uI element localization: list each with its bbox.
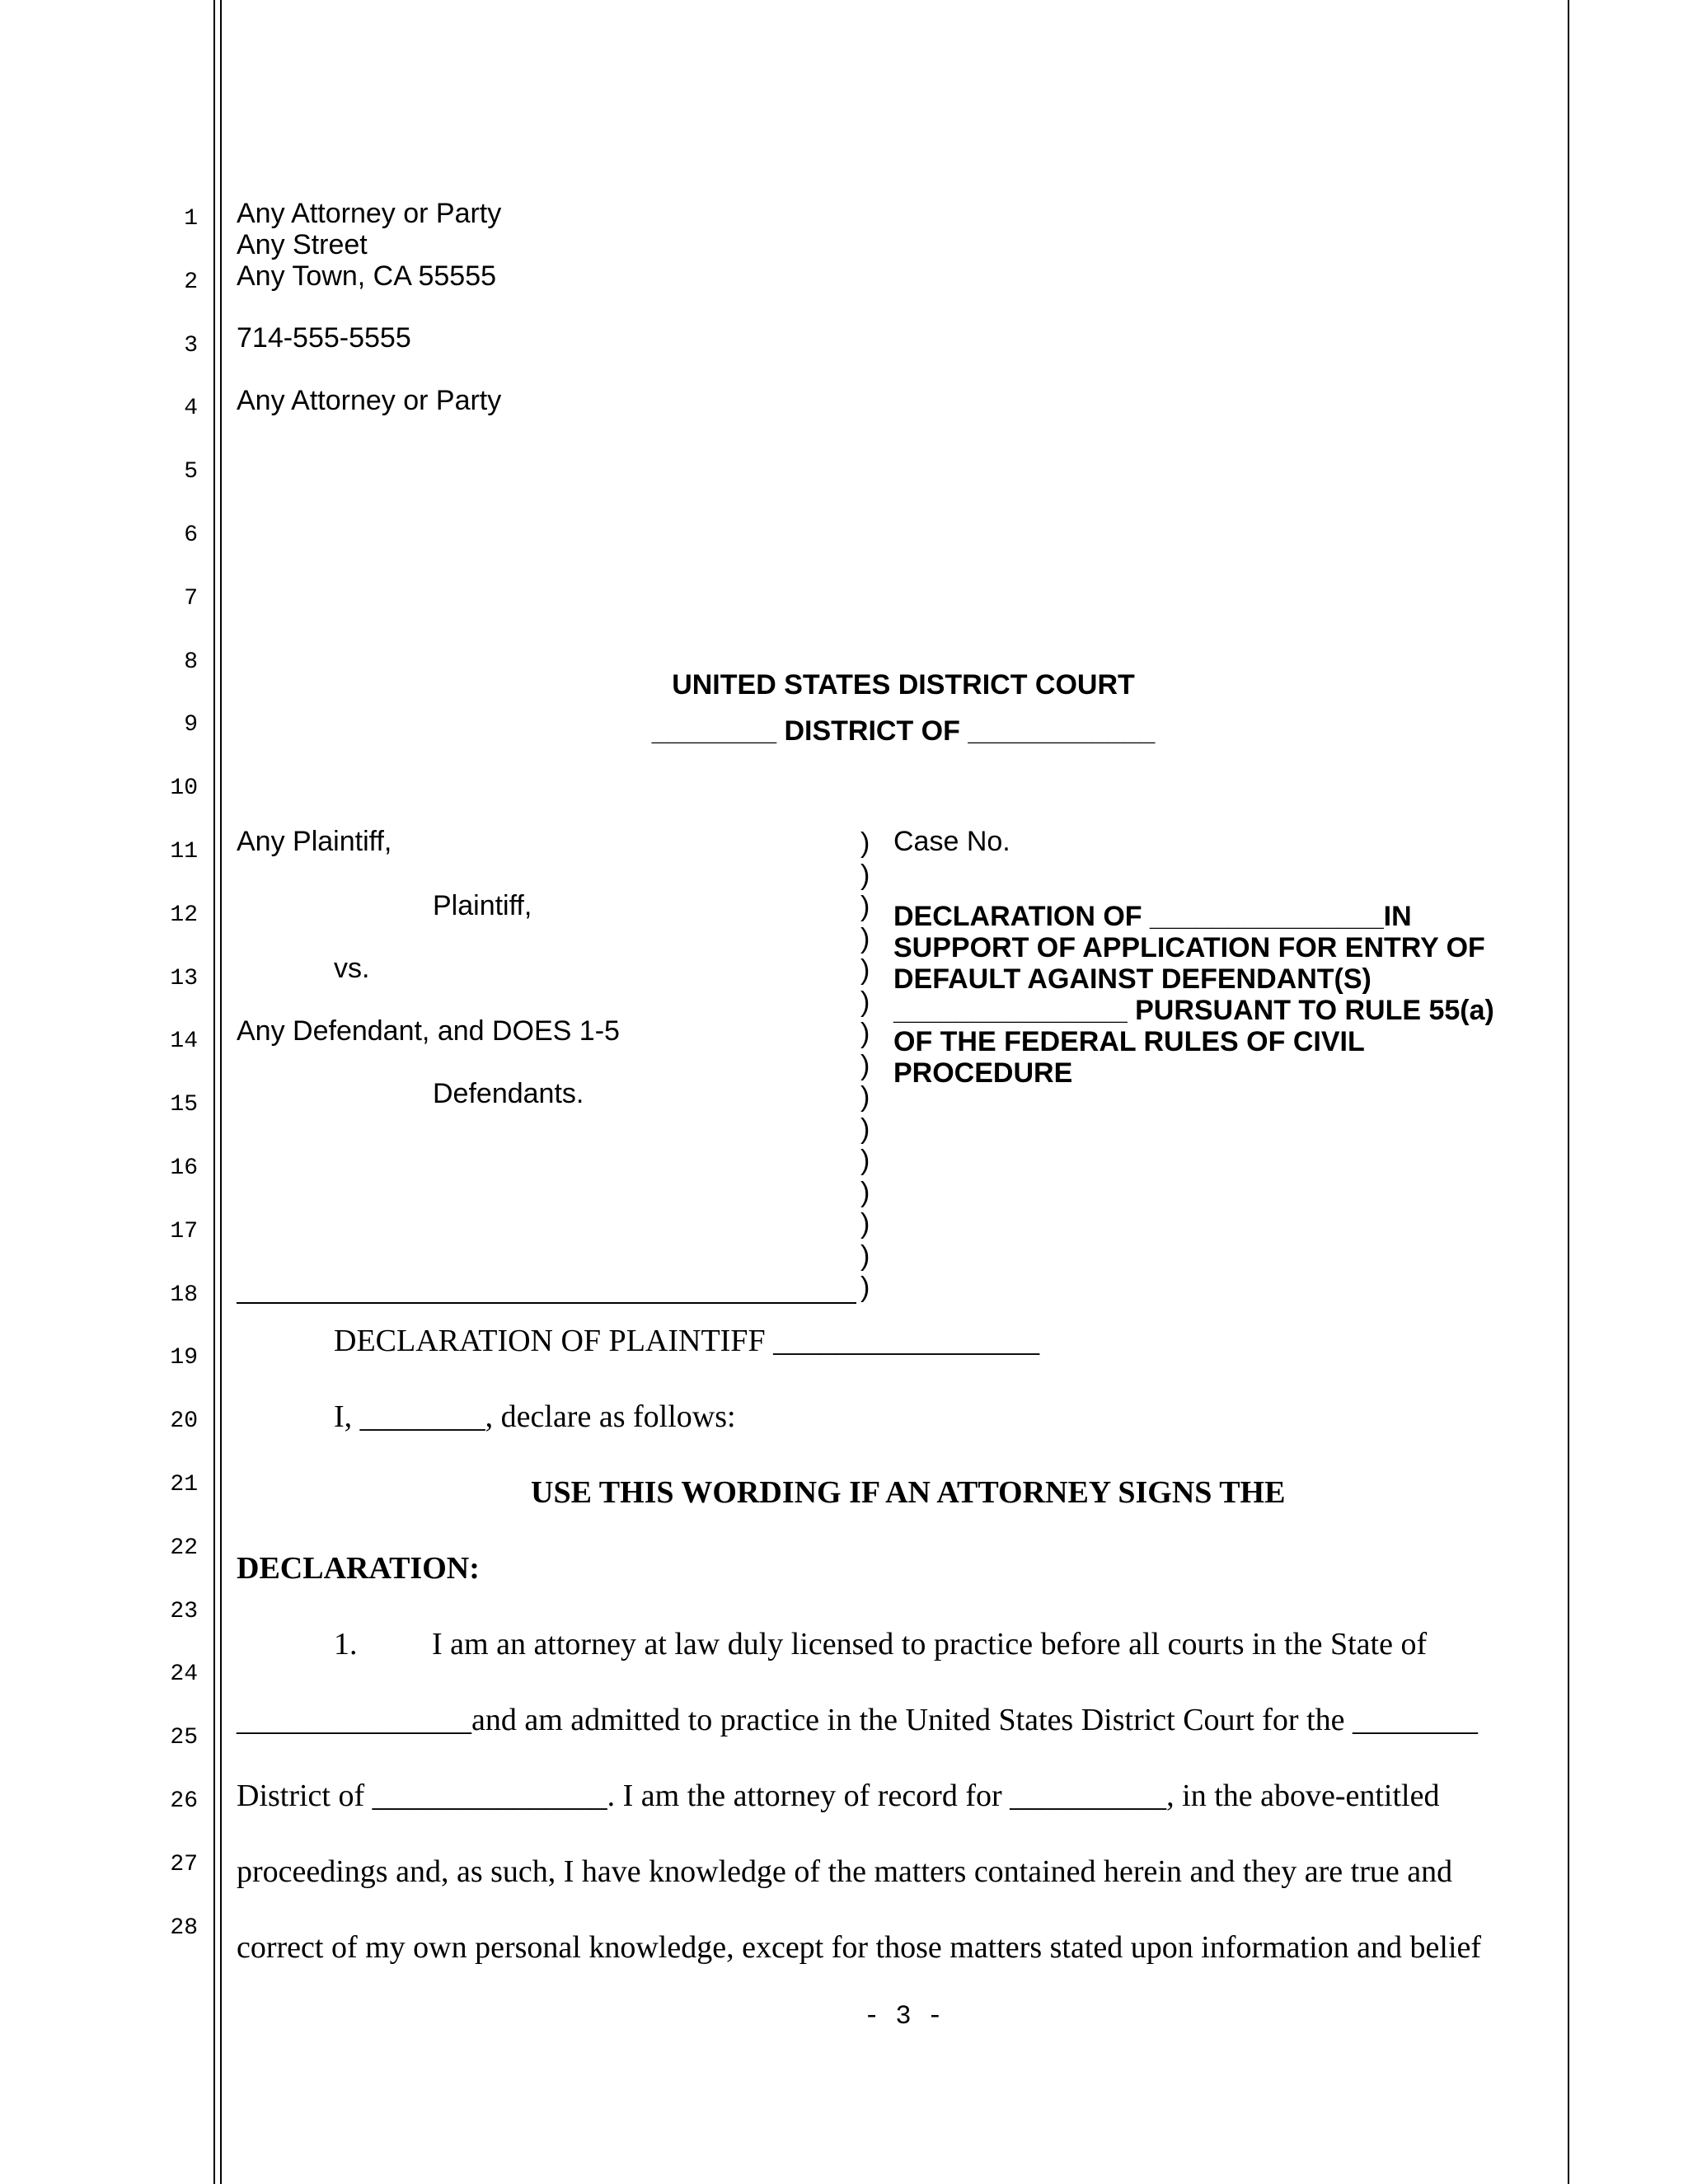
document-title-line: OF THE FEDERAL RULES OF CIVIL bbox=[893, 1026, 1365, 1057]
caption-paren: ) bbox=[860, 891, 870, 922]
line-number: 7 bbox=[184, 585, 198, 612]
document-title-line: DEFAULT AGAINST DEFENDANT(S) bbox=[893, 963, 1372, 995]
line-number: 28 bbox=[170, 1915, 198, 1941]
paragraph-line: District of _______________. I am the attorney of record for __________, in the above-entitled bbox=[237, 1779, 1440, 1813]
caption-plaintiff-role: Plaintiff, bbox=[433, 890, 532, 921]
paragraph-line: proceedings and, as such, I have knowledge of the matters contained herein and they are true and bbox=[237, 1854, 1453, 1889]
caption-paren: ) bbox=[860, 954, 870, 986]
caption-defendant-name: Any Defendant, and DOES 1-5 bbox=[237, 1015, 620, 1047]
paragraph-line: I am an attorney at law duly licensed to practice before all courts in the State of bbox=[432, 1627, 1428, 1661]
attorney-street: Any Street bbox=[237, 229, 368, 260]
line-number: 4 bbox=[184, 396, 198, 422]
caption-plaintiff-name: Any Plaintiff, bbox=[237, 826, 392, 857]
attorney-block bbox=[237, 198, 501, 292]
caption-paren: ) bbox=[860, 859, 870, 891]
caption-paren: ) bbox=[860, 1113, 870, 1145]
caption-paren: ) bbox=[860, 986, 870, 1018]
line-number: 25 bbox=[170, 1725, 198, 1751]
attorney-name: Any Attorney or Party bbox=[237, 198, 502, 229]
line-number: 10 bbox=[170, 776, 198, 802]
document-title-line: SUPPORT OF APPLICATION FOR ENTRY OF bbox=[893, 932, 1485, 963]
attorney-city: Any Town, CA 55555 bbox=[237, 260, 497, 292]
line-number: 19 bbox=[170, 1345, 198, 1371]
caption-vs: vs. bbox=[334, 953, 370, 984]
instruction-line-1: USE THIS WORDING IF AN ATTORNEY SIGNS THE bbox=[531, 1475, 1286, 1510]
line-number: 14 bbox=[170, 1029, 198, 1055]
line-number: 15 bbox=[170, 1092, 198, 1118]
left-margin-rule-outer bbox=[213, 0, 215, 2184]
line-number: 6 bbox=[184, 523, 198, 548]
case-number-label: Case No. bbox=[893, 826, 1010, 857]
line-number: 24 bbox=[170, 1661, 198, 1688]
line-number: 23 bbox=[170, 1598, 198, 1624]
caption-paren: ) bbox=[860, 1240, 870, 1272]
paragraph-number: 1. bbox=[334, 1627, 358, 1661]
attorney-phone: 714-555-5555 bbox=[237, 322, 411, 354]
line-number: 2 bbox=[184, 269, 198, 295]
document-title-line: PROCEDURE bbox=[893, 1057, 1073, 1089]
line-number: 20 bbox=[170, 1408, 198, 1435]
line-number: 9 bbox=[184, 712, 198, 738]
declaration-intro: I, ________, declare as follows: bbox=[334, 1399, 736, 1434]
line-number: 8 bbox=[184, 649, 198, 675]
court-title: UNITED STATES DISTRICT COURT bbox=[672, 669, 1135, 701]
court-district-line: ________ DISTRICT OF ____________ bbox=[651, 715, 1156, 747]
document-title-line: _______________ PURSUANT TO RULE 55(a) bbox=[893, 995, 1494, 1026]
line-number: 17 bbox=[170, 1218, 198, 1244]
left-margin-rule-inner bbox=[220, 0, 222, 2184]
caption-paren: ) bbox=[860, 1049, 870, 1081]
line-number: 18 bbox=[170, 1282, 198, 1308]
line-number: 5 bbox=[184, 459, 198, 485]
line-number: 1 bbox=[184, 206, 198, 232]
paragraph-line: _______________and am admitted to practice in the United States District Court for the ________ bbox=[237, 1703, 1478, 1737]
right-margin-rule bbox=[1568, 0, 1569, 2184]
line-number: 3 bbox=[184, 332, 198, 359]
attorney-for: Any Attorney or Party bbox=[237, 385, 502, 416]
instruction-line-2: DECLARATION: bbox=[237, 1551, 480, 1586]
line-number: 12 bbox=[170, 902, 198, 928]
caption-paren: ) bbox=[860, 1018, 870, 1049]
page-number: - 3 - bbox=[863, 2001, 943, 2032]
line-number: 26 bbox=[170, 1788, 198, 1814]
caption-bottom-rule bbox=[237, 1302, 856, 1304]
caption-paren: ) bbox=[860, 1208, 870, 1240]
line-number: 13 bbox=[170, 965, 198, 991]
line-number: 22 bbox=[170, 1535, 198, 1561]
caption-paren: ) bbox=[860, 1081, 870, 1113]
line-number: 21 bbox=[170, 1472, 198, 1497]
caption-paren: ) bbox=[860, 1145, 870, 1176]
paragraph-line: correct of my own personal knowledge, except for those matters stated upon information and belief bbox=[237, 1930, 1482, 1965]
declaration-heading: DECLARATION OF PLAINTIFF _________________ bbox=[334, 1324, 1040, 1358]
caption-paren: ) bbox=[860, 827, 870, 859]
line-number: 27 bbox=[170, 1851, 198, 1877]
document-title bbox=[893, 901, 1494, 1089]
document-title-line: DECLARATION OF _______________IN bbox=[893, 901, 1412, 932]
line-number: 11 bbox=[170, 839, 198, 865]
line-number: 16 bbox=[170, 1155, 198, 1181]
caption-paren: ) bbox=[860, 922, 870, 954]
caption-paren: ) bbox=[860, 1176, 870, 1208]
caption-paren: ) bbox=[860, 1272, 870, 1303]
caption-defendant-role: Defendants. bbox=[433, 1078, 584, 1109]
